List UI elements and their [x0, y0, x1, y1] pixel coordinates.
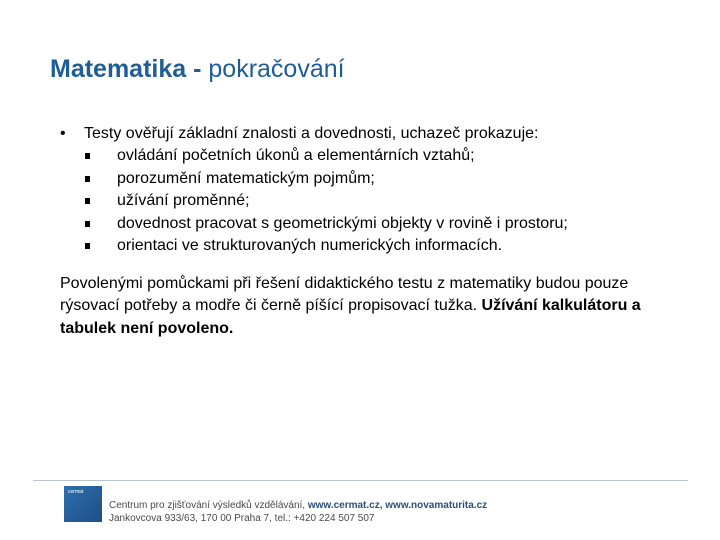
list-item	[60, 145, 680, 168]
slide-content	[60, 123, 680, 340]
title-rest-part: pokračování	[201, 55, 345, 83]
bullet-dot-icon: •	[60, 125, 66, 142]
square-bullet-icon	[85, 221, 90, 227]
list-item	[60, 213, 680, 236]
slide-title	[50, 52, 345, 86]
footer-org: Centrum pro zjišťování výsledků vzdělávání,	[109, 500, 308, 511]
list-item-text: orientaci ve strukturovaných numerických informacích.	[117, 237, 503, 254]
footer-web-links: www.cermat.cz, www.novamaturita.cz	[307, 500, 488, 511]
paragraph-text: Povolenými pomůckami při řešení didaktického testu z matematiky budou pouze rýsovací potřeby a modře či černě píšící propisovací tužka.	[60, 274, 629, 314]
footer-divider	[33, 480, 688, 481]
list-item-text: užívání proměnné;	[117, 192, 250, 209]
square-bullet-icon	[85, 153, 90, 159]
main-bullet	[60, 123, 680, 145]
footer-address: Jankovcova 933/63, 170 00 Praha 7, tel.: +420 224 507 507	[109, 513, 375, 524]
square-bullet-icon	[85, 198, 90, 204]
main-bullet-text: Testy ověřují základní znalosti a dovednosti, uchazeč prokazuje:	[84, 125, 539, 142]
rules-paragraph	[60, 273, 680, 341]
sub-bullet-list	[60, 145, 680, 258]
cermat-logo	[64, 486, 102, 522]
title-bold-part: Matematika -	[50, 55, 202, 83]
list-item-text: ovládání početních úkonů a elementárních vztahů;	[117, 147, 475, 164]
logo-text: cermat	[68, 489, 84, 495]
list-item	[60, 168, 680, 191]
paragraph-bold-text: Užívání kalkulátoru a tabulek není povoleno.	[60, 297, 641, 337]
square-bullet-icon	[85, 243, 90, 249]
list-item-text: dovednost pracovat s geometrickými objekty v rovině i prostoru;	[117, 214, 568, 232]
footer-info	[109, 499, 487, 525]
footer-org-line	[109, 499, 487, 512]
square-bullet-icon	[85, 176, 90, 182]
list-item-text: porozumění matematickým pojmům;	[117, 169, 375, 187]
list-item	[60, 235, 680, 258]
list-item	[60, 190, 680, 213]
